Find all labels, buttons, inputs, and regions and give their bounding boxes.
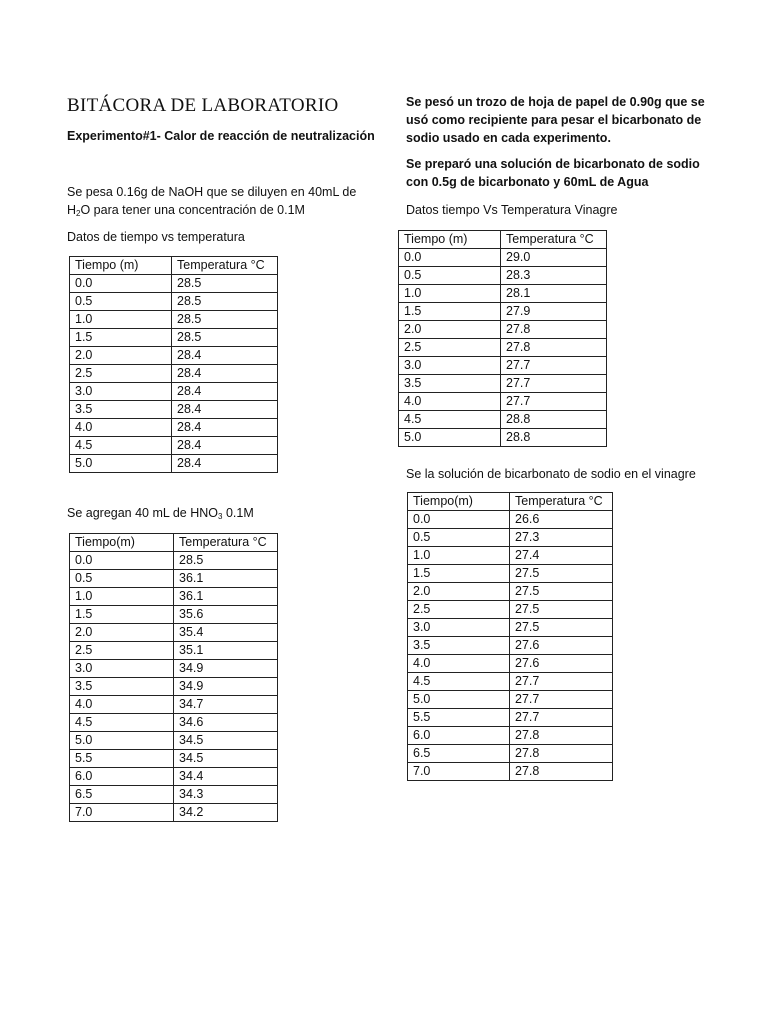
table-row	[399, 375, 607, 393]
cell-time: 5.5	[70, 750, 174, 768]
table-row	[408, 565, 613, 583]
cell-temperature: 27.7	[501, 375, 607, 393]
cell-temperature: 28.8	[501, 429, 607, 447]
table-row	[399, 339, 607, 357]
table-row	[399, 267, 607, 285]
table-row	[399, 393, 607, 411]
cell-time: 3.5	[70, 401, 172, 419]
hno3-subscript: 3	[218, 512, 223, 521]
cell-temperature: 27.5	[510, 565, 613, 583]
table-row	[399, 357, 607, 375]
cell-temperature: 27.5	[510, 583, 613, 601]
table-row	[399, 321, 607, 339]
cell-temperature: 27.6	[510, 637, 613, 655]
cell-temperature: 36.1	[174, 588, 278, 606]
cell-temperature: 35.6	[174, 606, 278, 624]
cell-temperature: 34.5	[174, 732, 278, 750]
table-row	[70, 696, 278, 714]
cell-temperature: 27.7	[501, 357, 607, 375]
cell-temperature: 26.6	[510, 511, 613, 529]
table-row	[408, 691, 613, 709]
table-row	[70, 347, 278, 365]
cell-time: 2.5	[408, 601, 510, 619]
cell-temperature: 34.6	[174, 714, 278, 732]
cell-time: 3.0	[70, 383, 172, 401]
cell-time: 6.5	[408, 745, 510, 763]
table-naoh-time-temperature	[69, 256, 278, 473]
cell-temperature: 34.3	[174, 786, 278, 804]
cell-time: 3.0	[70, 660, 174, 678]
cell-time: 0.0	[70, 552, 174, 570]
cell-temperature: 27.7	[510, 709, 613, 727]
cell-temperature: 28.5	[172, 275, 278, 293]
table-row	[399, 411, 607, 429]
cell-temperature: 27.8	[510, 727, 613, 745]
cell-temperature: 27.7	[510, 673, 613, 691]
cell-time: 4.5	[70, 714, 174, 732]
cell-temperature: 34.9	[174, 660, 278, 678]
cell-temperature: 28.4	[172, 437, 278, 455]
cell-temperature: 28.3	[501, 267, 607, 285]
table-row	[70, 606, 278, 624]
cell-temperature: 28.4	[172, 383, 278, 401]
cell-time: 3.0	[399, 357, 501, 375]
naoh-prep-line-2	[67, 201, 305, 219]
paper-weight-line-1: Se pesó un trozo de hoja de papel de 0.90g que se	[406, 95, 705, 109]
table-row	[70, 660, 278, 678]
cell-temperature: 27.9	[501, 303, 607, 321]
header-temperature: Temperatura °C	[172, 257, 278, 275]
header-temperature: Temperatura °C	[501, 231, 607, 249]
cell-temperature: 34.4	[174, 768, 278, 786]
table-row	[408, 763, 613, 781]
cell-time: 4.0	[399, 393, 501, 411]
cell-time: 1.5	[408, 565, 510, 583]
cell-time: 2.5	[70, 642, 174, 660]
table-header-row	[70, 257, 278, 275]
table-row	[70, 365, 278, 383]
cell-temperature: 34.9	[174, 678, 278, 696]
page-title: BITÁCORA DE LABORATORIO	[67, 95, 339, 116]
header-temperature: Temperatura °C	[174, 534, 278, 552]
cell-temperature: 27.8	[501, 339, 607, 357]
cell-time: 0.0	[399, 249, 501, 267]
table-row	[70, 401, 278, 419]
table-row	[408, 619, 613, 637]
cell-temperature: 29.0	[501, 249, 607, 267]
cell-temperature: 28.5	[172, 293, 278, 311]
cell-temperature: 28.4	[172, 455, 278, 473]
cell-time: 5.0	[408, 691, 510, 709]
table-row	[70, 732, 278, 750]
cell-temperature: 27.4	[510, 547, 613, 565]
table-header-row	[408, 493, 613, 511]
cell-time: 3.5	[408, 637, 510, 655]
cell-temperature: 34.7	[174, 696, 278, 714]
table-row	[70, 311, 278, 329]
cell-temperature: 28.5	[172, 311, 278, 329]
table-row	[408, 673, 613, 691]
hno3-text: Se agregan 40 mL de HNO	[67, 506, 219, 520]
cell-time: 6.0	[70, 768, 174, 786]
cell-temperature: 27.5	[510, 601, 613, 619]
cell-temperature: 28.4	[172, 365, 278, 383]
header-time: Tiempo(m)	[70, 534, 174, 552]
cell-time: 5.5	[408, 709, 510, 727]
cell-temperature: 27.3	[510, 529, 613, 547]
table4-caption: Se la solución de bicarbonato de sodio en el vinagre	[406, 467, 696, 481]
cell-time: 4.5	[408, 673, 510, 691]
bicarbonate-prep-line-1: Se preparó una solución de bicarbonato de sodio	[406, 157, 700, 171]
cell-temperature: 28.4	[172, 419, 278, 437]
cell-time: 1.0	[408, 547, 510, 565]
paper-weight-line-3: sodio usado en cada experimento.	[406, 131, 611, 145]
cell-time: 0.5	[399, 267, 501, 285]
cell-time: 2.0	[408, 583, 510, 601]
table-hno3-time-temperature	[69, 533, 278, 822]
cell-time: 1.5	[70, 329, 172, 347]
cell-temperature: 35.4	[174, 624, 278, 642]
table-row	[399, 429, 607, 447]
cell-time: 2.5	[399, 339, 501, 357]
table-row	[408, 583, 613, 601]
cell-time: 4.0	[70, 419, 172, 437]
naoh-prep-rest: O para tener una concentración de 0.1M	[80, 203, 305, 217]
table-mix-time-temperature	[407, 492, 613, 781]
bicarbonate-prep-line-2: con 0.5g de bicarbonato y 60mL de Agua	[406, 175, 649, 189]
cell-temperature: 27.7	[510, 691, 613, 709]
cell-temperature: 36.1	[174, 570, 278, 588]
cell-temperature: 27.8	[510, 745, 613, 763]
cell-time: 2.0	[70, 347, 172, 365]
table-row	[70, 786, 278, 804]
table3-caption: Datos tiempo Vs Temperatura Vinagre	[406, 203, 618, 217]
cell-time: 1.0	[399, 285, 501, 303]
table-row	[70, 642, 278, 660]
table-header-row	[399, 231, 607, 249]
cell-temperature: 27.5	[510, 619, 613, 637]
header-time: Tiempo (m)	[399, 231, 501, 249]
cell-time: 0.5	[70, 293, 172, 311]
cell-time: 5.0	[70, 455, 172, 473]
cell-time: 5.0	[399, 429, 501, 447]
cell-time: 2.0	[70, 624, 174, 642]
table-row	[70, 455, 278, 473]
cell-time: 4.0	[70, 696, 174, 714]
table-row	[70, 750, 278, 768]
table-row	[70, 678, 278, 696]
table-header-row	[70, 534, 278, 552]
table-row	[70, 570, 278, 588]
cell-temperature: 27.8	[501, 321, 607, 339]
table-row	[70, 624, 278, 642]
cell-time: 0.0	[408, 511, 510, 529]
hno3-rest: 0.1M	[222, 506, 254, 520]
header-temperature: Temperatura °C	[510, 493, 613, 511]
cell-time: 2.0	[399, 321, 501, 339]
cell-temperature: 28.4	[172, 401, 278, 419]
h-symbol: H	[67, 203, 77, 217]
cell-time: 4.5	[399, 411, 501, 429]
table-row	[70, 275, 278, 293]
cell-temperature: 34.2	[174, 804, 278, 822]
cell-temperature: 28.8	[501, 411, 607, 429]
table-row	[408, 745, 613, 763]
table-row	[408, 727, 613, 745]
cell-time: 4.5	[70, 437, 172, 455]
cell-temperature: 27.8	[510, 763, 613, 781]
table-row	[70, 714, 278, 732]
cell-time: 7.0	[70, 804, 174, 822]
cell-time: 1.0	[70, 311, 172, 329]
header-time: Tiempo (m)	[70, 257, 172, 275]
cell-temperature: 28.5	[174, 552, 278, 570]
table-row	[408, 637, 613, 655]
table1-caption: Datos de tiempo vs temperatura	[67, 230, 245, 244]
cell-time: 1.0	[70, 588, 174, 606]
table-row	[70, 768, 278, 786]
table-vinegar-time-temperature	[398, 230, 607, 447]
table-row	[70, 437, 278, 455]
table-row	[408, 547, 613, 565]
table-row	[70, 329, 278, 347]
table-row	[408, 601, 613, 619]
cell-time: 3.5	[399, 375, 501, 393]
table-row	[70, 293, 278, 311]
table-row	[70, 419, 278, 437]
table-row	[399, 249, 607, 267]
cell-time: 7.0	[408, 763, 510, 781]
cell-time: 6.0	[408, 727, 510, 745]
table-row	[399, 285, 607, 303]
cell-time: 6.5	[70, 786, 174, 804]
h-subscript: 2	[76, 209, 81, 218]
cell-time: 4.0	[408, 655, 510, 673]
table-row	[408, 511, 613, 529]
table-row	[408, 655, 613, 673]
cell-temperature: 27.7	[501, 393, 607, 411]
table-row	[70, 552, 278, 570]
cell-time: 0.5	[408, 529, 510, 547]
cell-time: 2.5	[70, 365, 172, 383]
cell-time: 0.5	[70, 570, 174, 588]
table-row	[70, 383, 278, 401]
table-row	[70, 588, 278, 606]
paper-weight-line-2: usó como recipiente para pesar el bicarbonato de	[406, 113, 702, 127]
table-row	[408, 709, 613, 727]
naoh-prep-line-1: Se pesa 0.16g de NaOH que se diluyen en 40mL de	[67, 185, 357, 199]
header-time: Tiempo(m)	[408, 493, 510, 511]
cell-time: 1.5	[399, 303, 501, 321]
cell-temperature: 28.4	[172, 347, 278, 365]
table-row	[70, 804, 278, 822]
cell-temperature: 35.1	[174, 642, 278, 660]
cell-time: 3.0	[408, 619, 510, 637]
experiment-heading: Experimento#1- Calor de reacción de neutralización	[67, 129, 375, 143]
cell-time: 0.0	[70, 275, 172, 293]
hno3-add-text	[67, 504, 254, 522]
cell-time: 3.5	[70, 678, 174, 696]
table-row	[408, 529, 613, 547]
cell-time: 1.5	[70, 606, 174, 624]
table-row	[399, 303, 607, 321]
cell-temperature: 28.5	[172, 329, 278, 347]
cell-temperature: 34.5	[174, 750, 278, 768]
cell-temperature: 27.6	[510, 655, 613, 673]
cell-time: 5.0	[70, 732, 174, 750]
cell-temperature: 28.1	[501, 285, 607, 303]
